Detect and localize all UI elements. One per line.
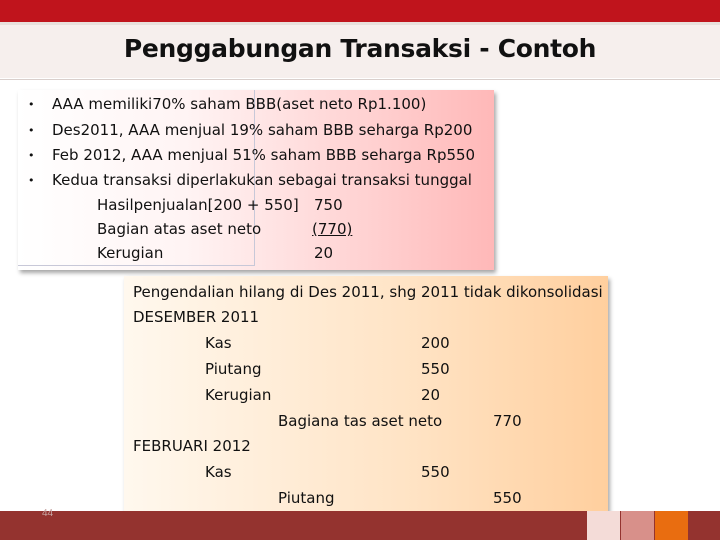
bullet-text: Kedua transaksi diperlakukan sebagai transaksi tunggal bbox=[52, 171, 472, 189]
journal-credit: 550 bbox=[493, 489, 522, 507]
footer-accent-block bbox=[587, 511, 620, 540]
bullet-item bbox=[28, 121, 472, 139]
journal-account: Piutang bbox=[278, 489, 335, 507]
footer-accent-block bbox=[655, 511, 688, 540]
journal-account: Piutang bbox=[205, 360, 262, 378]
section-date: FEBRUARI 2012 bbox=[133, 437, 251, 455]
top-accent-bar bbox=[0, 0, 720, 22]
journal-account: Kas bbox=[205, 334, 232, 352]
calc-value: 750 bbox=[314, 196, 343, 214]
footer-accent-block bbox=[621, 511, 654, 540]
calc-label: Hasilpenjualan[200 + 550] bbox=[97, 196, 299, 214]
calc-value: (770) bbox=[312, 220, 353, 238]
journal-debit: 200 bbox=[421, 334, 450, 352]
calc-label: Kerugian bbox=[97, 244, 164, 262]
bullet-dot-icon: • bbox=[28, 124, 35, 137]
journal-account: Bagiana tas aset neto bbox=[278, 412, 443, 430]
page-number: 44 bbox=[42, 508, 54, 519]
journal-credit: 770 bbox=[493, 412, 522, 430]
journal-heading: Pengendalian hilang di Des 2011, shg 2011 tidak dikonsolidasi bbox=[133, 283, 603, 301]
slide-title: Penggabungan Transaksi - Contoh bbox=[123, 34, 597, 63]
calc-value: 20 bbox=[314, 244, 334, 262]
journal-debit: 550 bbox=[421, 463, 450, 481]
bullet-item bbox=[28, 95, 426, 113]
bullet-item bbox=[28, 171, 472, 189]
bullet-text: Des2011, AAA menjual 19% saham BBB seharga Rp200 bbox=[52, 121, 473, 139]
title-divider bbox=[0, 79, 720, 80]
bullet-dot-icon: • bbox=[28, 98, 35, 111]
journal-debit: 20 bbox=[421, 386, 441, 404]
footer-accent-block bbox=[689, 511, 720, 540]
calc-label: Bagian atas aset neto bbox=[97, 220, 262, 238]
bullet-dot-icon: • bbox=[28, 174, 35, 187]
bullet-item bbox=[28, 146, 475, 164]
bullet-text: AAA memiliki70% saham BBB(aset neto Rp1.100) bbox=[52, 95, 427, 113]
journal-account: Kerugian bbox=[205, 386, 272, 404]
bullet-dot-icon: • bbox=[28, 149, 35, 162]
journal-account: Kas bbox=[205, 463, 232, 481]
section-date: DESEMBER 2011 bbox=[133, 308, 260, 326]
journal-debit: 550 bbox=[421, 360, 450, 378]
bullet-text: Feb 2012, AAA menjual 51% saham BBB seharga Rp550 bbox=[52, 146, 476, 164]
